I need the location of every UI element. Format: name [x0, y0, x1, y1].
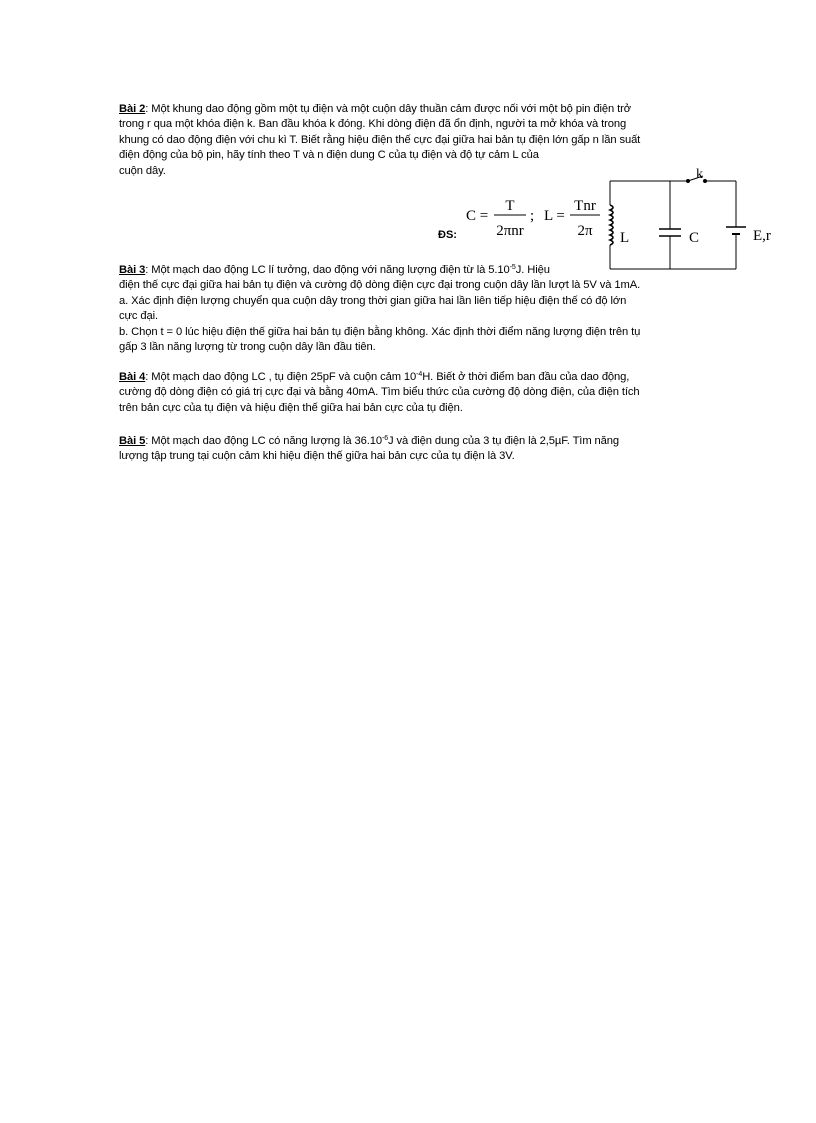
lc-circuit-diagram — [600, 165, 780, 275]
problem-4-exponent: -4 — [416, 371, 423, 378]
problem-3 — [119, 263, 709, 355]
formula-c-lhs: C = — [466, 208, 489, 224]
problem-4-label: Bài 4 — [119, 371, 146, 383]
problem-5-exponent: -6 — [381, 435, 388, 442]
problem-3-label: Bài 3 — [119, 264, 146, 276]
problem-2-line-4: điện động của bộ pin, hãy tính theo T và n điện dung C của tụ điện và độ tự cảm L của — [119, 149, 539, 162]
formula-c-numerator: T — [505, 198, 515, 214]
capacitor-label: C — [689, 230, 700, 246]
problem-3-line-5: b. Chọn t = 0 lúc hiệu điện thế giữa hai bản tụ điện bằng không. Xác định thời điểm năng lượng điện trên tụ — [119, 325, 641, 338]
problem-3-exponent: -5 — [509, 264, 516, 271]
formula-separator: ; — [530, 208, 535, 224]
problem-2-line-2: trong r qua một khóa điện k. Ban đầu khóa k đóng. Khi dòng điện đã ổn định, người ta mở khóa và trong — [119, 118, 627, 131]
problem-2-label: Bài 2 — [119, 103, 146, 115]
problem-5 — [119, 434, 709, 465]
problem-5-text: : Một mạch dao động LC có năng lượng là 36.10 — [145, 435, 382, 447]
problem-3-line-6: gấp 3 lần năng lượng từ trong cuộn dây lần đầu tiên. — [119, 341, 376, 354]
switch-contact-left — [687, 180, 690, 183]
answer-formula — [466, 192, 616, 244]
answer-label: ĐS: — [438, 229, 457, 241]
problem-5-line-2: lượng tập trung tại cuộn cảm khi hiệu điện thế giữa hai bản cực của tụ điện là 3V. — [119, 450, 515, 463]
problem-3-line-4: cực đại. — [119, 310, 159, 323]
inductor-coil — [610, 205, 613, 245]
problem-4-text-end: H. Biết ở thời điểm ban đầu của dao động, — [422, 371, 630, 383]
formula-l-denominator: 2π — [577, 223, 593, 239]
formula-l-numerator: Tnr — [574, 198, 596, 214]
problem-5-text-end: J và điện dung của 3 tụ điện là 2,5µF. Tìm năng — [388, 435, 620, 447]
formula-l-lhs: L = — [544, 208, 565, 224]
problem-4-line-2: cường độ dòng điện có giá trị cực đại và bằng 40mA. Tìm biểu thức của cường độ dòng điện, của điện tích — [119, 386, 640, 399]
problem-3-line-2: điện thế cực đại giữa hai bản tụ điện và cường độ dòng điện cực đại trong cuộn dây lần lượt là 5V và 1mA. — [119, 279, 641, 292]
problem-3-text: : Một mạch dao động LC lí tưởng, dao động với năng lượng điện từ là 5.10 — [145, 264, 510, 276]
problem-3-text-end: J. Hiệu — [515, 264, 550, 276]
switch-contact-right — [704, 180, 707, 183]
problem-3-line-1 — [119, 263, 709, 278]
battery-label: E,r — [753, 228, 771, 244]
problem-4-text: : Một mạch dao động LC , tụ điện 25pF và cuộn cảm 10 — [145, 371, 417, 383]
problem-4-line-1 — [119, 370, 709, 385]
formula-c-denominator: 2πnr — [496, 223, 524, 239]
problem-2-line-1 — [119, 102, 699, 117]
problem-2-line-3: khung có dao động điện với chu kì T. Biết rằng hiệu điện thế cực đại giữa hai bản tụ điện lớn gấp n lần suất — [119, 133, 641, 146]
problem-5-line-1 — [119, 434, 709, 449]
problem-5-label: Bài 5 — [119, 435, 146, 447]
switch-label: k — [696, 167, 703, 182]
inductor-label: L — [620, 230, 630, 246]
problem-4-line-3: trên bản cực của tụ điện và hiệu điện thế giữa hai bản cực của tụ điện. — [119, 401, 463, 414]
problem-2-text: : Một khung dao động gồm một tụ điện và một cuộn dây thuần cảm được nối với một bộ pin điện trở — [145, 103, 632, 115]
problem-4 — [119, 370, 709, 416]
problem-3-line-3: a. Xác định điện lượng chuyển qua cuộn dây trong thời gian giữa hai lần liên tiếp hiệu điện thế có độ lớn — [119, 294, 627, 307]
problem-2-line-5: cuộn dây. — [119, 164, 166, 177]
